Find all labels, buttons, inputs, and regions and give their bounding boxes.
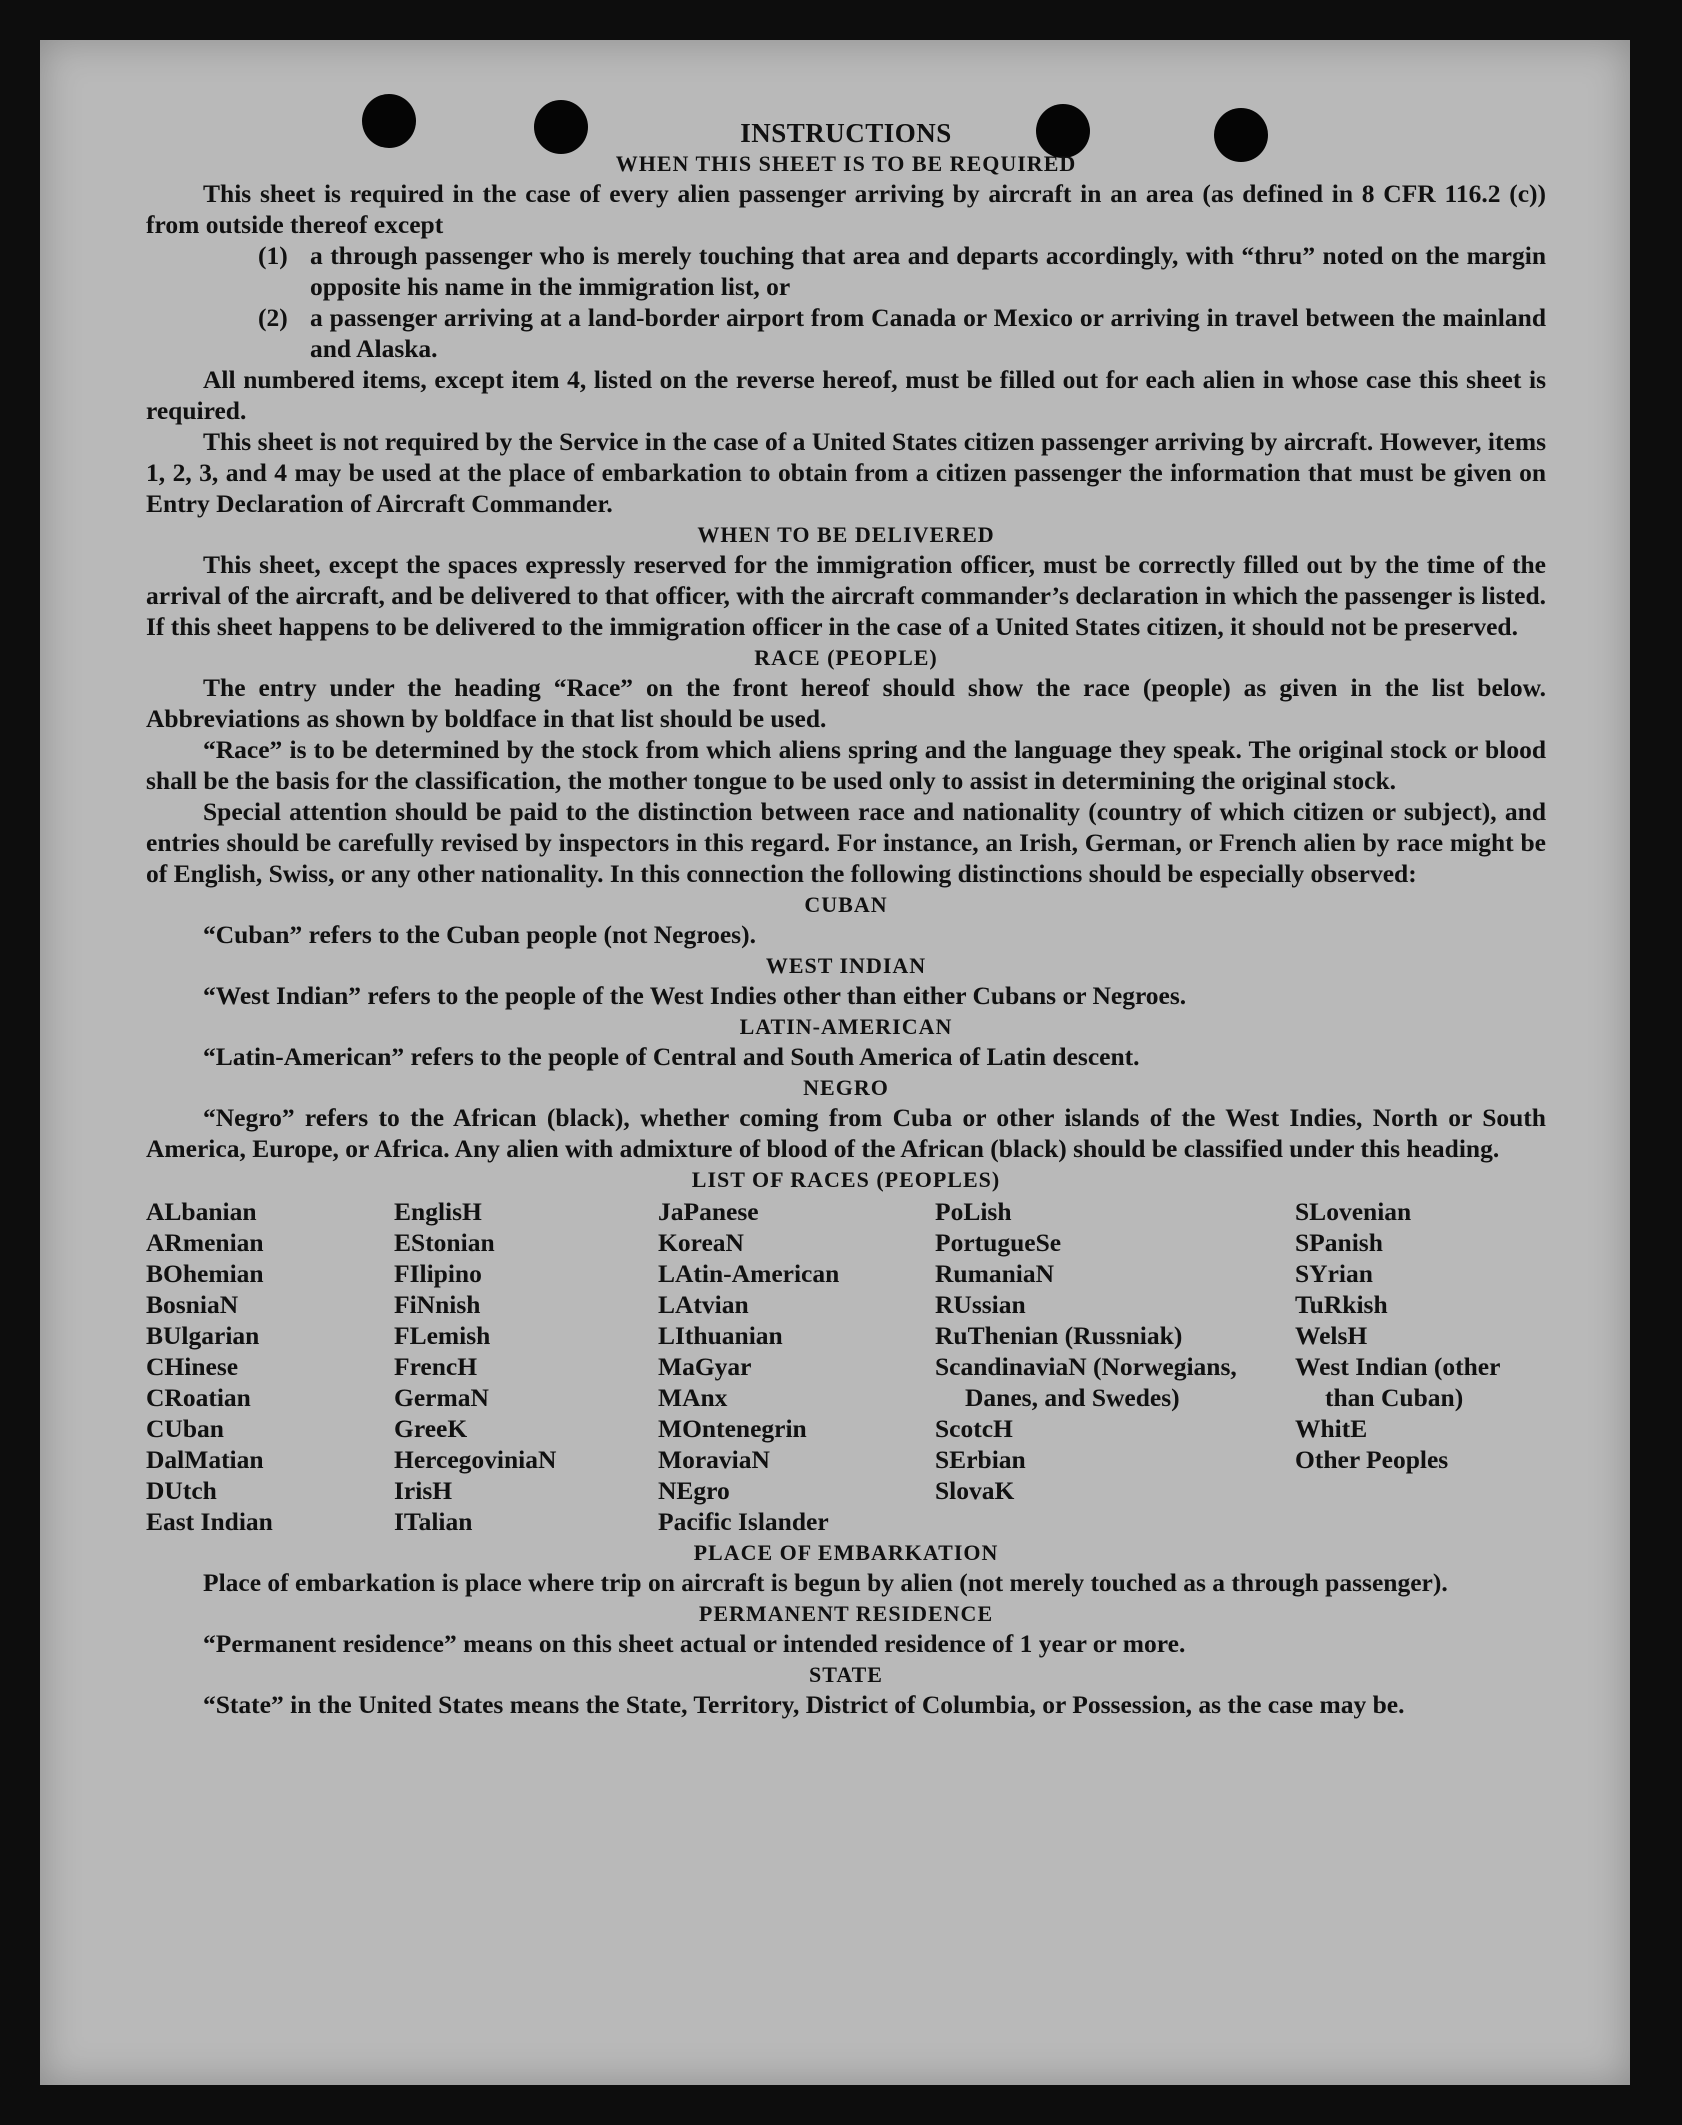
- paragraph: Special attention should be paid to the distinction between race and nationality (country of which citizen or subject), and entries should be carefully revised by inspectors in this regard. For instance, an Irish, German, or French alien by race might be of English, Swiss, or any other nationality. In this connection the following distinctions should be especially observed:: [146, 797, 1546, 888]
- race-entry: TuRkish: [1295, 1290, 1388, 1319]
- document-sheet: [40, 40, 1630, 2085]
- section-heading: LIST OF RACES (PEOPLES): [691, 1167, 1001, 1192]
- race-entry: BUlgarian: [146, 1321, 260, 1350]
- page-title: INSTRUCTIONS: [740, 118, 952, 148]
- race-entry: SYrian: [1295, 1259, 1373, 1288]
- race-entry: RUssian: [935, 1290, 1026, 1319]
- race-entry: RuThenian (Russniak): [935, 1321, 1183, 1350]
- section-heading: CUBAN: [804, 892, 888, 917]
- item-number: (2): [258, 303, 288, 332]
- race-entry: BOhemian: [146, 1259, 264, 1288]
- race-entry: DalMatian: [146, 1445, 264, 1474]
- race-entry: SlovaK: [935, 1476, 1015, 1505]
- race-entry: MAnx: [658, 1383, 728, 1412]
- paragraph: This sheet, except the spaces expressly reserved for the immigration officer, must be correctly filled out by the time of the arrival of the aircraft, and be delivered to that officer, with the aircraft commander’s declaration in which the passenger is listed. If this sheet happens to be delivered to the immigration officer in the case of a United States citizen, it should not be preserved.: [146, 550, 1546, 641]
- race-entry: FiNnish: [394, 1290, 481, 1319]
- race-entry: EnglisH: [394, 1197, 482, 1226]
- list-item: [258, 302, 1546, 364]
- race-entry: WhitE: [1295, 1414, 1368, 1443]
- race-entry: GreeK: [394, 1414, 468, 1443]
- race-entry: ALbanian: [146, 1197, 257, 1226]
- paragraph: “Cuban” refers to the Cuban people (not Negroes).: [203, 920, 756, 949]
- race-entry: ARmenian: [146, 1228, 264, 1257]
- race-entry: FIlipino: [394, 1259, 482, 1288]
- section-heading: PERMANENT RESIDENCE: [698, 1601, 994, 1626]
- race-entry: SErbian: [935, 1445, 1026, 1474]
- race-entry: ScandinaviaN (Norwegians, Danes, and Swedes): [935, 1352, 1237, 1412]
- paragraph: This sheet is not required by the Service in the case of a United States citizen passenger arriving by aircraft. However, items 1, 2, 3, and 4 may be used at the place of embarkation to obtain from a citizen passenger the information that must be given on Entry Declaration of Aircraft Commander.: [146, 427, 1546, 518]
- race-entry: HercegoviniaN: [394, 1445, 557, 1474]
- races-column: [1295, 1196, 1546, 1537]
- section-heading: PLACE OF EMBARKATION: [693, 1540, 999, 1565]
- paragraph: “Race” is to be determined by the stock from which aliens spring and the language they speak. The original stock or blood shall be the basis for the classification, the mother tongue to be used only to assist in determining the original stock.: [146, 735, 1546, 795]
- paragraph: “State” in the United States means the State, Territory, District of Columbia, or Possession, as the case may be.: [203, 1690, 1405, 1719]
- race-entry: MoraviaN: [658, 1445, 770, 1474]
- race-entry: LIthuanian: [658, 1321, 783, 1350]
- race-entry: West Indian (other than Cuban): [1295, 1352, 1500, 1412]
- paragraph: “Permanent residence” means on this sheet actual or intended residence of 1 year or more.: [203, 1629, 1186, 1658]
- race-entry: FrencH: [394, 1352, 478, 1381]
- section-heading: WEST INDIAN: [765, 953, 927, 978]
- races-column: [935, 1196, 1295, 1537]
- race-entry: PortugueSe: [935, 1228, 1062, 1257]
- section-heading: RACE (PEOPLE): [754, 645, 938, 670]
- race-entry: PoLish: [935, 1197, 1012, 1226]
- race-entry: KoreaN: [658, 1228, 744, 1257]
- race-entry: BosniaN: [146, 1290, 239, 1319]
- section-heading: NEGRO: [803, 1075, 889, 1100]
- race-entry: GermaN: [394, 1383, 489, 1412]
- race-entry: IrisH: [394, 1476, 453, 1505]
- item-text: a through passenger who is merely touching that area and departs accordingly, with “thru” noted on the margin opposite his name in the immigration list, or: [310, 241, 1546, 301]
- race-entry: NEgro: [658, 1476, 730, 1505]
- section-heading: STATE: [809, 1662, 883, 1687]
- race-entry: RumaniaN: [935, 1259, 1055, 1288]
- races-column: [146, 1196, 394, 1537]
- race-entry: SLovenian: [1295, 1197, 1412, 1226]
- race-entry: SPanish: [1295, 1228, 1383, 1257]
- section-heading: LATIN-AMERICAN: [739, 1014, 953, 1039]
- race-entry: LAtin-American: [658, 1259, 840, 1288]
- list-item: [258, 240, 1546, 302]
- race-entry: MaGyar: [658, 1352, 752, 1381]
- races-list: [146, 1196, 1546, 1537]
- paragraph: This sheet is required in the case of every alien passenger arriving by aircraft in an area (as defined in 8 CFR 116.2 (c)) from outside thereof except: [146, 179, 1546, 239]
- races-column: [658, 1196, 935, 1537]
- race-entry: CHinese: [146, 1352, 239, 1381]
- race-entry: DUtch: [146, 1476, 217, 1505]
- item-number: (1): [258, 241, 288, 270]
- section-heading: WHEN THIS SHEET IS TO BE REQUIRED: [615, 151, 1077, 176]
- race-entry: EStonian: [394, 1228, 495, 1257]
- race-entry: ScotcH: [935, 1414, 1013, 1443]
- race-entry: ITalian: [394, 1507, 473, 1536]
- race-entry: LAtvian: [658, 1290, 749, 1319]
- item-text: a passenger arriving at a land-border airport from Canada or Mexico or arriving in travel between the mainland and Alaska.: [310, 303, 1546, 363]
- section-heading: WHEN TO BE DELIVERED: [697, 522, 995, 547]
- race-entry: WelsH: [1295, 1321, 1368, 1350]
- paragraph: All numbered items, except item 4, listed on the reverse hereof, must be filled out for each alien in whose case this sheet is required.: [146, 365, 1546, 425]
- race-entry: JaPanese: [658, 1197, 759, 1226]
- paragraph: “West Indian” refers to the people of the West Indies other than either Cubans or Negroes.: [203, 981, 1187, 1010]
- race-entry: Pacific Islander: [658, 1507, 829, 1536]
- race-entry: Other Peoples: [1295, 1445, 1449, 1474]
- race-entry: East Indian: [146, 1507, 273, 1536]
- paragraph: The entry under the heading “Race” on the front hereof should show the race (people) as given in the list below. Abbreviations as shown by boldface in that list should be used.: [146, 673, 1546, 733]
- paragraph: Place of embarkation is place where trip on aircraft is begun by alien (not merely touched as a through passenger).: [203, 1568, 1448, 1597]
- race-entry: FLemish: [394, 1321, 491, 1350]
- race-entry: CRoatian: [146, 1383, 251, 1412]
- race-entry: MOntenegrin: [658, 1414, 807, 1443]
- race-entry: CUban: [146, 1414, 224, 1443]
- paragraph: “Negro” refers to the African (black), whether coming from Cuba or other islands of the West Indies, North or South America, Europe, or Africa. Any alien with admixture of blood of the African (black) should be classified under this heading.: [146, 1103, 1546, 1163]
- instructions-content: [146, 118, 1546, 1720]
- paragraph: “Latin-American” refers to the people of Central and South America of Latin descent.: [203, 1042, 1140, 1071]
- races-column: [394, 1196, 658, 1537]
